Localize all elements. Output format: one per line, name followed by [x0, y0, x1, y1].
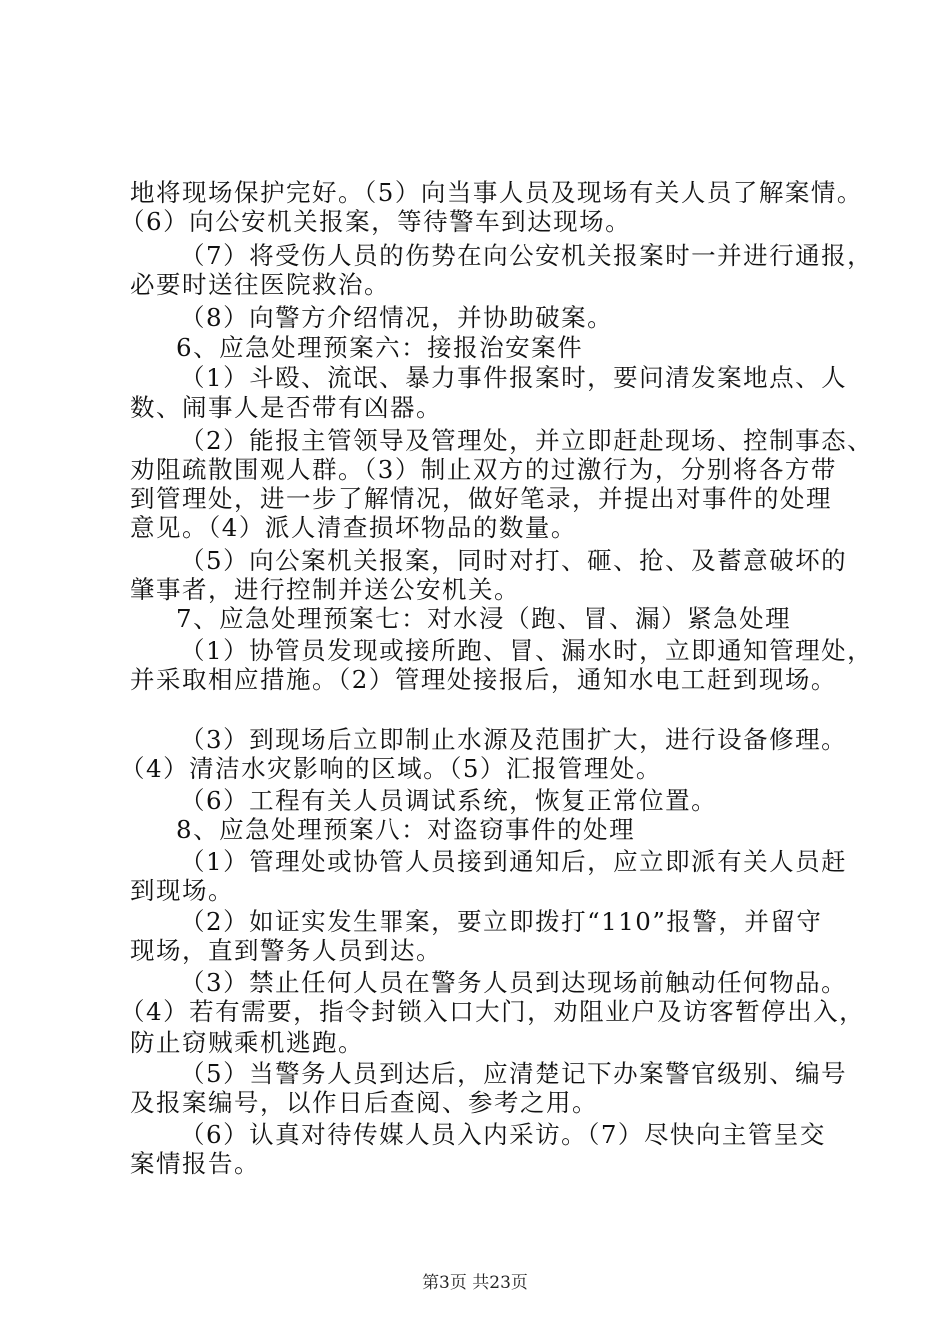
text-line: （2）能报主管领导及管理处，并立即赶赴现场、控制事态、 — [180, 426, 874, 455]
text-line: （2）如证实发生罪案，要立即拨打“110”报警，并留守 — [180, 907, 823, 936]
text-line: （6）向公安机关报案，等待警车到达现场。 — [120, 207, 632, 236]
section-heading: 7、应急处理预案七：对水浸（跑、冒、漏）紧急处理 — [176, 604, 792, 633]
text-line: （8）向警方介绍情况，并协助破案。 — [180, 303, 614, 332]
text-line: （4）清洁水灾影响的区域。（5）汇报管理处。 — [120, 754, 662, 783]
text-line: 数、闹事人是否带有凶器。 — [130, 393, 442, 422]
text-line: （1）管理处或协管人员接到通知后，应立即派有关人员赶 — [180, 847, 848, 876]
text-line: （5）当警务人员到达后，应清楚记下办案警官级别、编号 — [180, 1059, 848, 1088]
text-line: （1）斗殴、流氓、暴力事件报案时，要问清发案地点、人 — [180, 363, 848, 392]
text-line: （1）协管员发现或接所跑、冒、漏水时，立即通知管理处， — [180, 636, 874, 665]
text-line: 意见。（4）派人清查损坏物品的数量。 — [130, 513, 577, 542]
text-line: 到现场。 — [130, 876, 234, 905]
text-line: （6）认真对待传媒人员入内采访。（7）尽快向主管呈交 — [180, 1120, 826, 1149]
text-line: 并采取相应措施。（2）管理处接报后，通知水电工赶到现场。 — [130, 665, 837, 694]
text-line: 地将现场保护完好。（5）向当事人员及现场有关人员了解案情。 — [130, 178, 863, 207]
section-heading: 8、应急处理预案八：对盗窃事件的处理 — [176, 815, 636, 844]
text-line: 必要时送往医院救治。 — [130, 270, 390, 299]
text-line: （4）若有需要，指令封锁入口大门，劝阻业户及访客暂停出入， — [120, 997, 866, 1026]
text-line: 现场，直到警务人员到达。 — [130, 936, 442, 965]
text-line: 劝阻疏散围观人群。（3）制止双方的过激行为，分别将各方带 — [130, 455, 837, 484]
text-line: （5）向公案机关报案，同时对打、砸、抢、及蓄意破坏的 — [180, 546, 848, 575]
text-line: 到管理处，进一步了解情况，做好笔录，并提出对事件的处理 — [130, 484, 832, 513]
text-line: 肇事者，进行控制并送公安机关。 — [130, 575, 520, 604]
text-line: （6）工程有关人员调试系统，恢复正常位置。 — [180, 786, 718, 815]
text-line: 案情报告。 — [130, 1149, 260, 1178]
text-line: 及报案编号，以作日后查阅、参考之用。 — [130, 1088, 598, 1117]
text-line: （3）禁止任何人员在警务人员到达现场前触动任何物品。 — [180, 968, 848, 997]
section-heading: 6、应急处理预案六：接报治安案件 — [176, 333, 584, 362]
text-line: （3）到现场后立即制止水源及范围扩大，进行设备修理。 — [180, 725, 848, 754]
text-line: 防止窃贼乘机逃跑。 — [130, 1028, 364, 1057]
text-line: （7）将受伤人员的伤势在向公安机关报案时一并进行通报， — [180, 241, 874, 270]
page-footer: 第3页 共23页 — [422, 1273, 528, 1293]
